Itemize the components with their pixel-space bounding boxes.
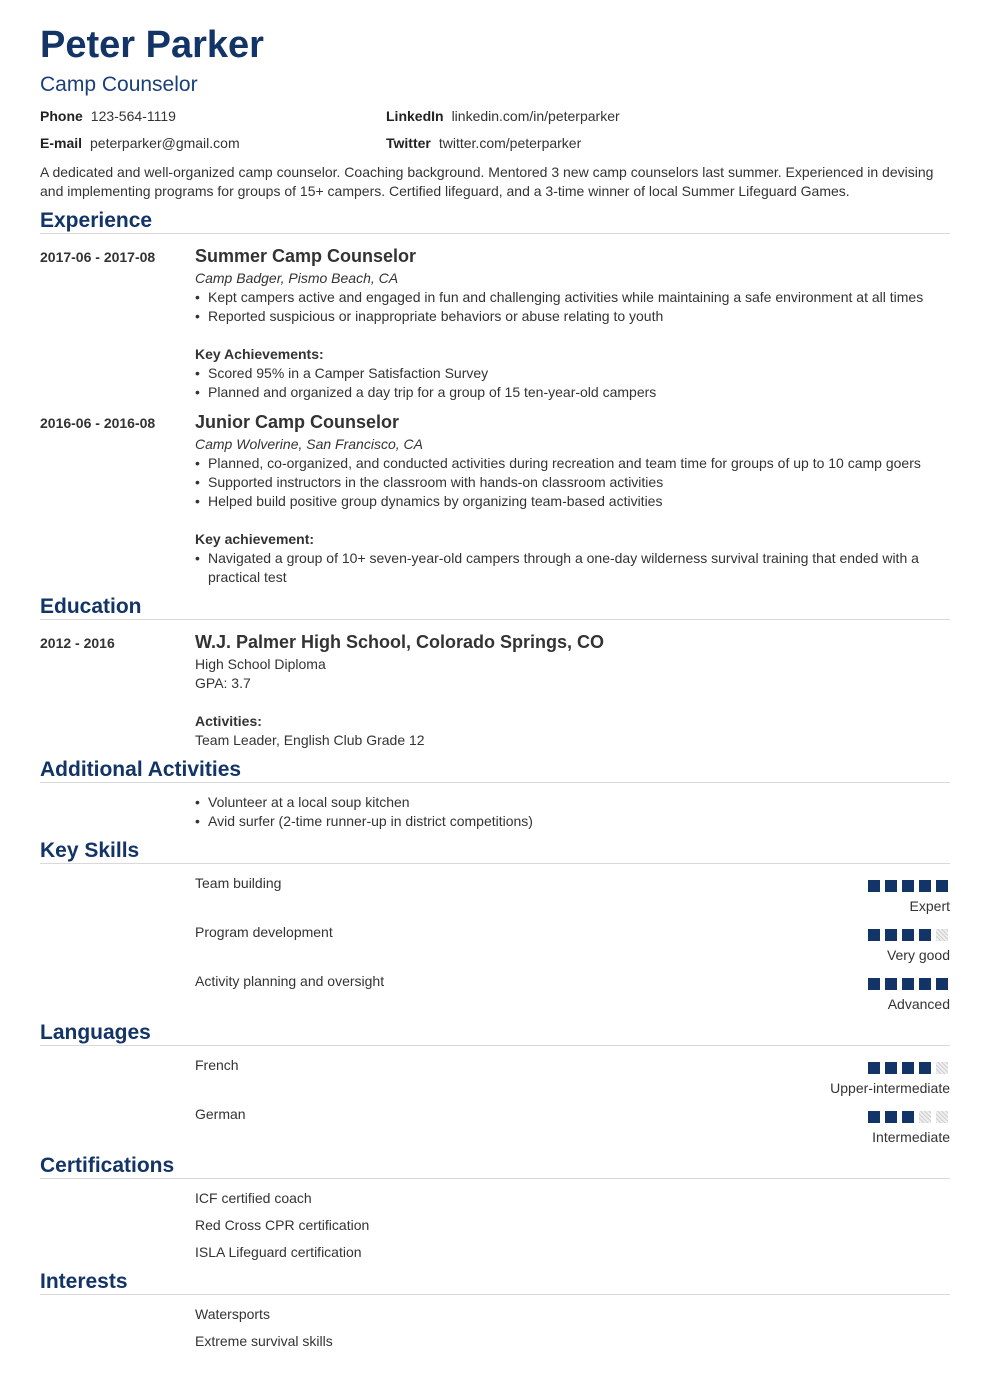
section-divider: [40, 619, 950, 620]
level-box-filled: [885, 880, 897, 892]
job-dates: 2016-06 - 2016-08: [40, 415, 156, 431]
section-title-education: Education: [40, 595, 142, 618]
candidate-title: Camp Counselor: [40, 73, 198, 96]
section-divider: [40, 1178, 950, 1179]
section-title-additional: Additional Activities: [40, 758, 242, 781]
skill-level-meter: [868, 880, 948, 892]
skill-level-text: Very good: [886, 947, 950, 963]
level-box-empty: [936, 929, 948, 941]
linkedin-label: LinkedIn: [386, 108, 444, 124]
level-box-filled: [902, 1062, 914, 1074]
level-box-filled: [885, 1111, 897, 1123]
bullet-dot: •: [195, 794, 200, 810]
bullet-dot: •: [195, 289, 200, 305]
bullet-dot: •: [195, 365, 200, 381]
achievement-bullet: • Scored 95% in a Camper Satisfaction Survey: [195, 365, 489, 381]
level-box-filled: [936, 978, 948, 990]
activities-label: Activities:: [195, 713, 262, 729]
job-title: Summer Camp Counselor: [195, 246, 417, 266]
level-box-filled: [936, 880, 948, 892]
level-box-empty: [936, 1111, 948, 1123]
level-box-empty: [936, 1062, 948, 1074]
linkedin-value[interactable]: linkedin.com/in/peterparker: [451, 108, 620, 124]
level-box-filled: [902, 1111, 914, 1123]
level-box-filled: [902, 929, 914, 941]
level-box-filled: [868, 929, 880, 941]
interest-item: Extreme survival skills: [195, 1333, 333, 1349]
activity-bullet: • Volunteer at a local soup kitchen: [195, 794, 410, 810]
achievement-bullet: • Planned and organized a day trip for a group of 15 ten-year-old campers: [195, 384, 657, 400]
job-title: Junior Camp Counselor: [195, 412, 400, 432]
level-box-filled: [902, 978, 914, 990]
level-box-filled: [885, 978, 897, 990]
level-box-filled: [868, 978, 880, 990]
section-divider: [40, 863, 950, 864]
section-title-experience: Experience: [40, 209, 153, 232]
contact-twitter: [386, 134, 581, 152]
certification-item: ISLA Lifeguard certification: [195, 1244, 362, 1260]
job-bullet: • Supported instructors in the classroom with hands-on classroom activities: [195, 474, 664, 490]
bullet-dot: •: [195, 384, 200, 400]
level-box-filled: [919, 880, 931, 892]
level-box-filled: [868, 1111, 880, 1123]
language-level-meter: [868, 1062, 948, 1074]
skill-name: Program development: [195, 924, 333, 940]
gpa: GPA: 3.7: [195, 675, 251, 691]
achievements-label: Key Achievements:: [195, 346, 324, 362]
email-value[interactable]: peterparker@gmail.com: [90, 135, 240, 151]
bullet-dot: •: [195, 455, 200, 471]
job-company: Camp Wolverine, San Francisco, CA: [195, 436, 423, 452]
email-label: E-mail: [40, 135, 83, 151]
bullet-dot: •: [195, 474, 200, 490]
phone-label: Phone: [40, 108, 83, 124]
section-divider: [40, 782, 950, 783]
level-box-filled: [919, 978, 931, 990]
certification-item: Red Cross CPR certification: [195, 1217, 370, 1233]
skill-name: Activity planning and oversight: [195, 973, 385, 989]
bullet-dot: •: [195, 308, 200, 324]
level-box-filled: [919, 1062, 931, 1074]
skill-level-text: Expert: [909, 898, 950, 914]
achievement-bullet: • Navigated a group of 10+ seven-year-old campers through a one-day wilderness survival training that ended with a practical test: [195, 550, 919, 585]
section-divider: [40, 1294, 950, 1295]
level-box-filled: [885, 1062, 897, 1074]
skill-level-meter: [868, 978, 948, 990]
achievements-label: Key achievement:: [195, 531, 315, 547]
language-name: German: [195, 1106, 246, 1122]
job-dates: 2017-06 - 2017-08: [40, 249, 156, 265]
job-company: Camp Badger, Pismo Beach, CA: [195, 270, 399, 286]
job-bullet: • Kept campers active and engaged in fun and challenging activities while maintaining a safe environment at all times: [195, 289, 924, 305]
candidate-name: Peter Parker: [40, 24, 264, 66]
language-level-text: Intermediate: [872, 1129, 950, 1145]
bullet-dot: •: [195, 493, 200, 509]
interest-item: Watersports: [195, 1306, 270, 1322]
job-bullet: • Planned, co-organized, and conducted activities during recreation and team time for groups of up to 10 camp goers: [195, 455, 921, 471]
section-divider: [40, 1045, 950, 1046]
certification-item: ICF certified coach: [195, 1190, 312, 1206]
level-box-filled: [902, 880, 914, 892]
activity-bullet: • Avid surfer (2-time runner-up in district competitions): [195, 813, 533, 829]
level-box-filled: [868, 880, 880, 892]
job-bullet: • Helped build positive group dynamics by organizing team-based activities: [195, 493, 663, 509]
skill-name: Team building: [195, 875, 282, 891]
education-dates: 2012 - 2016: [40, 635, 115, 651]
skill-level-text: Advanced: [887, 996, 950, 1012]
school-name: W.J. Palmer High School, Colorado Springs, CO: [195, 632, 605, 652]
contact-linkedin: [386, 107, 620, 125]
level-box-filled: [885, 929, 897, 941]
bullet-dot: •: [195, 813, 200, 829]
contact-phone: [40, 107, 176, 125]
degree: High School Diploma: [195, 656, 326, 672]
bullet-dot: •: [195, 550, 200, 566]
level-box-filled: [919, 929, 931, 941]
twitter-value[interactable]: twitter.com/peterparker: [438, 135, 582, 151]
activities-value: Team Leader, English Club Grade 12: [195, 732, 425, 748]
level-box-empty: [919, 1111, 931, 1123]
phone-value: 123-564-1119: [90, 108, 176, 124]
section-title-interests: Interests: [40, 1270, 128, 1293]
section-title-skills: Key Skills: [40, 839, 140, 862]
twitter-label: Twitter: [386, 135, 431, 151]
language-name: French: [195, 1057, 239, 1073]
job-bullet: • Reported suspicious or inappropriate behaviors or abuse relating to youth: [195, 308, 664, 324]
level-box-filled: [868, 1062, 880, 1074]
contact-email: [40, 134, 240, 152]
skill-level-meter: [868, 929, 948, 941]
section-divider: [40, 233, 950, 234]
section-title-certifications: Certifications: [40, 1154, 175, 1177]
section-title-languages: Languages: [40, 1021, 151, 1044]
language-level-meter: [868, 1111, 948, 1123]
profile-summary: A dedicated and well-organized camp counselor. Coaching background. Mentored 3 new camp counselors last summer. Experienced in devising and implementing programs for groups of 15+ campers. Certified lifeguard, and a 3-time winner of local Summer Lifeguard Games.: [40, 164, 934, 199]
language-level-text: Upper-intermediate: [830, 1080, 950, 1096]
